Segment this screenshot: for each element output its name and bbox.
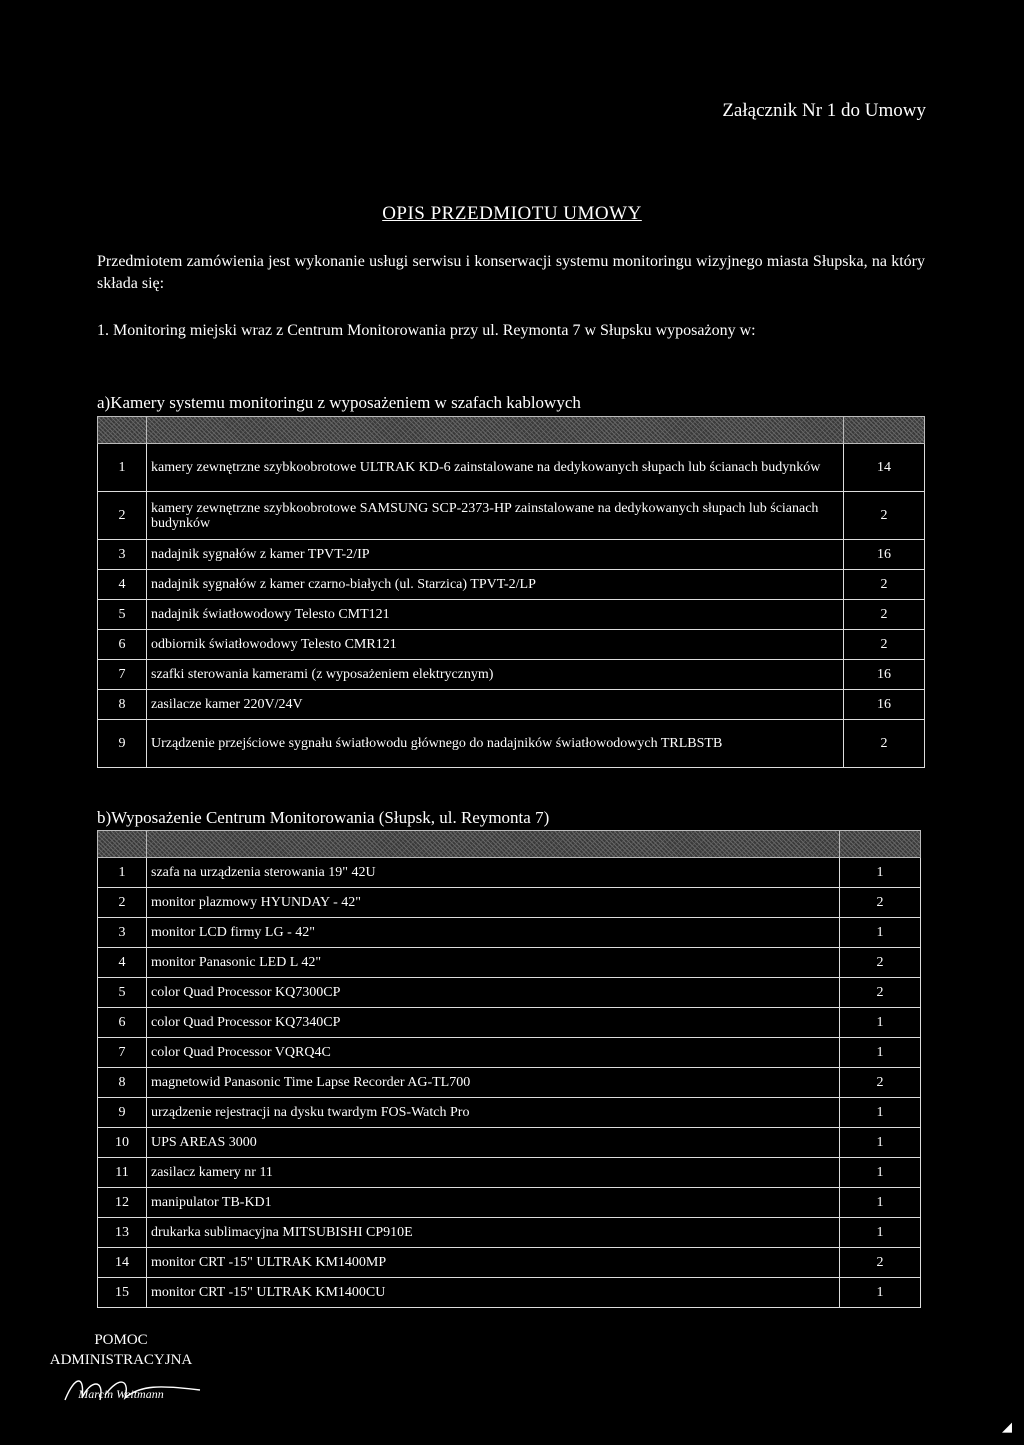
header-cell-desc [147,831,840,858]
table-row [98,1158,921,1188]
row-desc: odbiornik światłowodowy Telesto CMR121 [147,630,844,660]
row-desc: szafki sterowania kamerami (z wyposażeniem elektrycznym) [147,660,844,690]
table-row [98,1068,921,1098]
row-no: 1 [98,444,147,492]
row-no: 13 [98,1218,147,1248]
row-qty: 2 [844,570,925,600]
table-row [98,888,921,918]
row-no: 8 [98,1068,147,1098]
row-no: 3 [98,540,147,570]
table-row [98,1038,921,1068]
row-no: 9 [98,720,147,768]
header-cell-qty [840,831,921,858]
table-row [98,858,921,888]
row-desc: color Quad Processor KQ7300CP [147,978,840,1008]
row-no: 9 [98,1098,147,1128]
header-cell-no [98,417,147,444]
annex-label: Załącznik Nr 1 do Umowy [722,100,926,121]
row-no: 8 [98,690,147,720]
row-desc: manipulator TB-KD1 [147,1188,840,1218]
header-cell-desc [147,417,844,444]
row-desc: urządzenie rejestracji na dysku twardym FOS-Watch Pro [147,1098,840,1128]
table-row [98,1218,921,1248]
table-row [98,720,925,768]
row-qty: 1 [840,858,921,888]
row-no: 12 [98,1188,147,1218]
row-qty: 1 [840,1098,921,1128]
row-qty: 1 [840,1278,921,1308]
row-no: 11 [98,1158,147,1188]
header-cell-qty [844,417,925,444]
row-qty: 1 [840,1188,921,1218]
stamp-line-1: POMOC [94,1332,148,1348]
row-desc: Urządzenie przejściowe sygnału światłowodu głównego do nadajników światłowodowych TRLBSTB [147,720,844,768]
monitoring-center-table [97,830,921,1308]
row-no: 4 [98,948,147,978]
row-no: 2 [98,492,147,540]
document-title: OPIS PRZEDMIOTU UMOWY [382,203,642,224]
row-desc: nadajnik światłowodowy Telesto CMT121 [147,600,844,630]
row-qty: 2 [844,492,925,540]
table-header-row [98,831,921,858]
row-desc: zasilacze kamer 220V/24V [147,690,844,720]
table-row [98,978,921,1008]
row-desc: drukarka sublimacyjna MITSUBISHI CP910E [147,1218,840,1248]
stamp-name: Marcin Weitmann [78,1387,164,1401]
header-cell-no [98,831,147,858]
row-qty: 16 [844,660,925,690]
intro-paragraph: Przedmiotem zamówienia jest wykonanie usługi serwisu i konserwacji systemu monitoringu wizyjnego miasta Słupska, na który składa się: [97,253,925,292]
row-qty: 2 [840,1068,921,1098]
table-row [98,600,925,630]
row-desc: nadajnik sygnałów z kamer czarno-białych (ul. Starzica) TPVT-2/LP [147,570,844,600]
row-qty: 1 [840,1038,921,1068]
table-row [98,444,925,492]
row-no: 7 [98,660,147,690]
table-row [98,630,925,660]
point-1-paragraph: 1. Monitoring miejski wraz z Centrum Monitorowania przy ul. Reymonta 7 w Słupsku wyposażony w: [97,322,756,339]
row-qty: 2 [844,630,925,660]
table-row [98,570,925,600]
row-desc: zasilacz kamery nr 11 [147,1158,840,1188]
row-qty: 2 [840,948,921,978]
row-no: 3 [98,918,147,948]
stamp-line-2: ADMINISTRACYJNA [49,1352,193,1368]
row-desc: monitor CRT -15" ULTRAK KM1400MP [147,1248,840,1278]
row-qty: 2 [840,978,921,1008]
row-qty: 1 [840,918,921,948]
row-qty: 1 [840,1158,921,1188]
row-desc: monitor CRT -15" ULTRAK KM1400CU [147,1278,840,1308]
row-desc: szafa na urządzenia sterowania 19" 42U [147,858,840,888]
row-qty: 2 [844,600,925,630]
section-b-title: b)Wyposażenie Centrum Monitorowania (Słupsk, ul. Reymonta 7) [97,808,550,827]
table-row [98,1248,921,1278]
table-row [98,1128,921,1158]
corner-mark-icon: ◢ [1002,1419,1012,1434]
row-desc: kamery zewnętrzne szybkoobrotowe SAMSUNG SCP-2373-HP zainstalowane na dedykowanych słupach lub ścianach budynków [147,492,844,540]
table-row [98,492,925,540]
table-row [98,1278,921,1308]
row-no: 5 [98,600,147,630]
table-row [98,1188,921,1218]
row-desc: magnetowid Panasonic Time Lapse Recorder AG-TL700 [147,1068,840,1098]
row-desc: kamery zewnętrzne szybkoobrotowe ULTRAK KD-6 zainstalowane na dedykowanych słupach lub ścianach budynków [147,444,844,492]
row-no: 1 [98,858,147,888]
row-no: 4 [98,570,147,600]
section-a-title: a)Kamery systemu monitoringu z wyposażeniem w szafach kablowych [97,393,581,412]
row-no: 6 [98,630,147,660]
row-qty: 2 [840,888,921,918]
table-row [98,918,921,948]
row-desc: monitor LCD firmy LG - 42" [147,918,840,948]
table-header-row [98,417,925,444]
table-row [98,1008,921,1038]
row-no: 6 [98,1008,147,1038]
row-qty: 1 [840,1218,921,1248]
row-desc: color Quad Processor KQ7340CP [147,1008,840,1038]
row-no: 14 [98,1248,147,1278]
row-qty: 1 [840,1128,921,1158]
row-no: 5 [98,978,147,1008]
table-row [98,540,925,570]
table-row [98,690,925,720]
row-no: 7 [98,1038,147,1068]
row-desc: UPS AREAS 3000 [147,1128,840,1158]
row-qty: 2 [840,1248,921,1278]
row-no: 2 [98,888,147,918]
row-qty: 16 [844,690,925,720]
row-no: 15 [98,1278,147,1308]
row-desc: monitor Panasonic LED L 42" [147,948,840,978]
table-row [98,1098,921,1128]
row-qty: 2 [844,720,925,768]
row-desc: color Quad Processor VQRQ4C [147,1038,840,1068]
row-qty: 16 [844,540,925,570]
table-row [98,948,921,978]
row-no: 10 [98,1128,147,1158]
row-desc: nadajnik sygnałów z kamer TPVT-2/IP [147,540,844,570]
signature-scribble [60,1370,210,1410]
row-desc: monitor plazmowy HYUNDAY - 42" [147,888,840,918]
table-row [98,660,925,690]
row-qty: 1 [840,1008,921,1038]
row-qty: 14 [844,444,925,492]
cameras-table [97,416,925,768]
